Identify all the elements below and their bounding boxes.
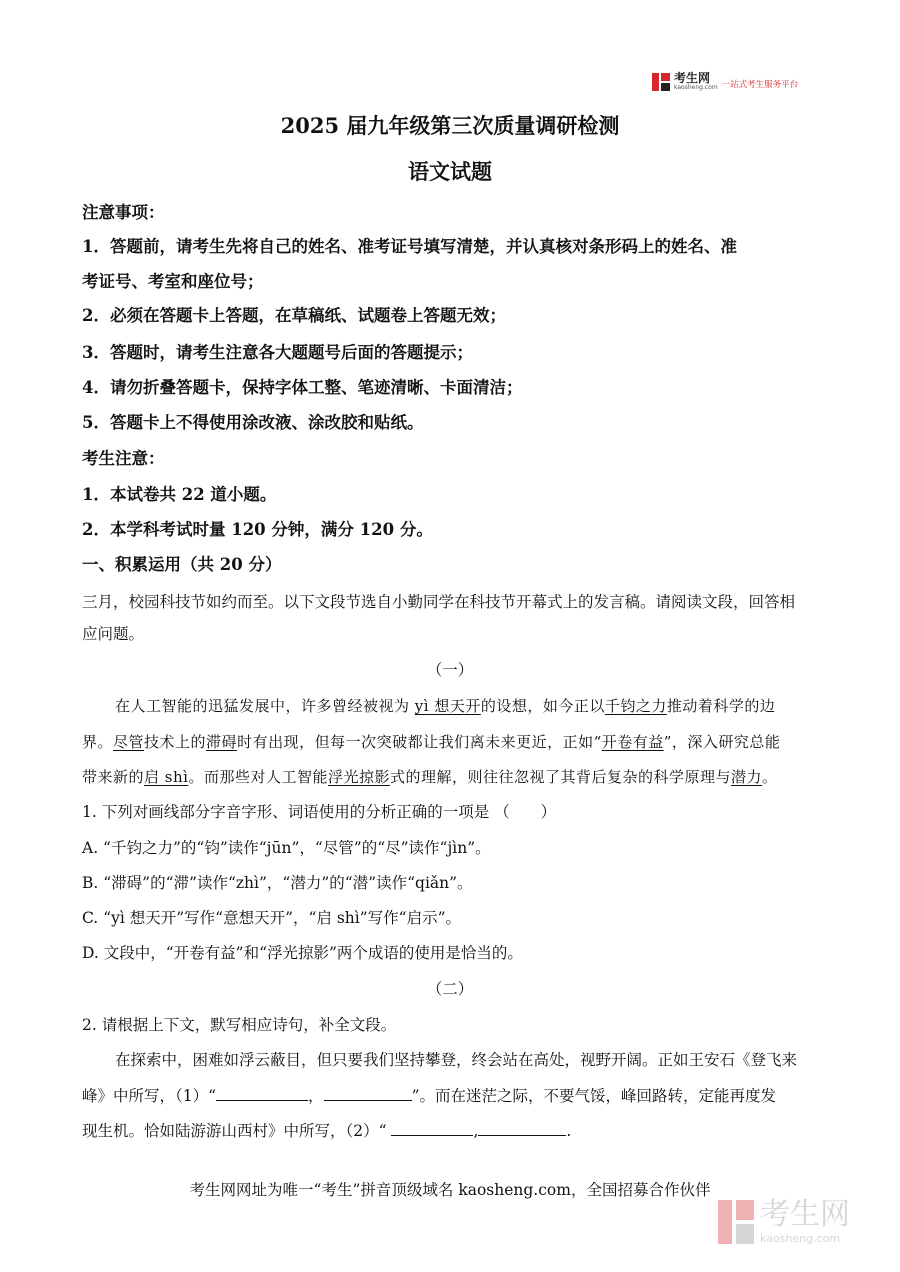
- passage-2-line-3: 现生机。恰如陆游游山西村》中所写，（2）“ , .: [82, 1122, 572, 1140]
- notice-heading: 注意事项：: [82, 203, 165, 222]
- watermark: [718, 1197, 850, 1245]
- notice-item-1: 1．答题前，请考生先将自己的姓名、准考证号填写清楚，并认真核对条形码上的姓名、准: [82, 237, 737, 256]
- passage-2-line-2: 峰》中所写，（1）“ ， ”。而在迷茫之际，不要气馁，峰回路转，定能再度发: [82, 1087, 776, 1105]
- notice-item-3: 3．答题时，请考生注意各大题题号后面的答题提示；: [82, 343, 473, 362]
- notice-item-1-cont: 考证号、考室和座位号；: [82, 272, 264, 291]
- page-title: 2025 届九年级第三次质量调研检测: [280, 113, 620, 138]
- page-footer: 考生网网址为唯一“考生”拼音顶级域名 kaosheng.com，全国招募合作伙伴: [189, 1181, 711, 1199]
- section-intro-2: 应问题。: [82, 625, 145, 643]
- watermark-name: 考生网: [760, 1197, 850, 1232]
- passage-2-line-1: 在探索中，困难如浮云蔽目，但只要我们坚持攀登，终会站在高处，视野开阔。正如王安石《登飞来: [115, 1051, 798, 1069]
- question-2-stem: 2. 请根据上下文，默写相应诗句，补全文段。: [82, 1016, 397, 1034]
- answer-blank-1a[interactable]: [216, 1086, 308, 1101]
- passage-1-line-1: 在人工智能的迅猛发展中，许多曾经被视为 yì 想天开的设想，如今正以千钧之力推动着科学的边: [115, 697, 776, 715]
- notice-item-5: 5．答题卡上不得使用涂改液、涂改胶和贴纸。: [82, 413, 424, 432]
- question-1-stem: 1. 下列对画线部分字音字形、词语使用的分析正确的一项是 （ ）: [82, 803, 557, 821]
- candidate-heading: 考生注意：: [82, 449, 165, 468]
- passage-2-label: （二）: [426, 980, 474, 998]
- question-1-option-b: B. “滞碍”的“滞”读作“zhì”，“潜力”的“潜”读作“qiǎn”。: [82, 874, 473, 892]
- logo-url: kaosheng.com: [674, 84, 718, 91]
- notice-item-2: 2．必须在答题卡上答题，在草稿纸、试题卷上答题无效；: [82, 306, 506, 325]
- answer-blank-2a[interactable]: [391, 1121, 473, 1136]
- passage-1-line-2: 界。尽管技术上的滞碍时有出现，但每一次突破都让我们离未来更近，正如“开卷有益”，深入研究总能: [82, 733, 781, 751]
- section-intro-1: 三月，校园科技节如约而至。以下文段节选自小勤同学在科技节开幕式上的发言稿。请阅读文段，回答相: [82, 593, 796, 611]
- answer-blank-2b[interactable]: [478, 1121, 566, 1136]
- passage-1-label: （一）: [426, 661, 474, 679]
- question-1-option-a: A. “千钧之力”的“钧”读作“jūn”，“尽管”的“尽”读作“jìn”。: [82, 839, 491, 857]
- watermark-url: kaosheng.com: [760, 1232, 841, 1245]
- candidate-item-2: 2．本学科考试时量 120 分钟，满分 120 分。: [82, 520, 433, 539]
- logo-slogan: 一站式考生服务平台: [721, 79, 799, 90]
- passage-1-line-3: 带来新的启 shì。而那些对人工智能浮光掠影式的理解，则往往忽视了其背后复杂的科学原理与潜力。: [82, 768, 778, 786]
- watermark-logo-icon: [718, 1200, 754, 1244]
- header-logo: [652, 72, 798, 91]
- page-subtitle: 语文试题: [408, 159, 492, 184]
- question-1-option-d: D. 文段中，“开卷有益”和“浮光掠影”两个成语的使用是恰当的。: [82, 944, 523, 962]
- kaosheng-logo-icon: [652, 73, 670, 91]
- answer-blank-1b[interactable]: [324, 1086, 412, 1101]
- question-1-option-c: C. “yì 想天开”写作“意想天开”，“启 shì”写作“启示”。: [82, 909, 462, 927]
- section-heading: 一、积累运用（共 20 分）: [82, 555, 282, 574]
- candidate-item-1: 1．本试卷共 22 道小题。: [82, 485, 277, 504]
- logo-name: 考生网: [674, 71, 711, 85]
- notice-item-4: 4．请勿折叠答题卡，保持字体工整、笔迹清晰、卡面清洁；: [82, 378, 523, 397]
